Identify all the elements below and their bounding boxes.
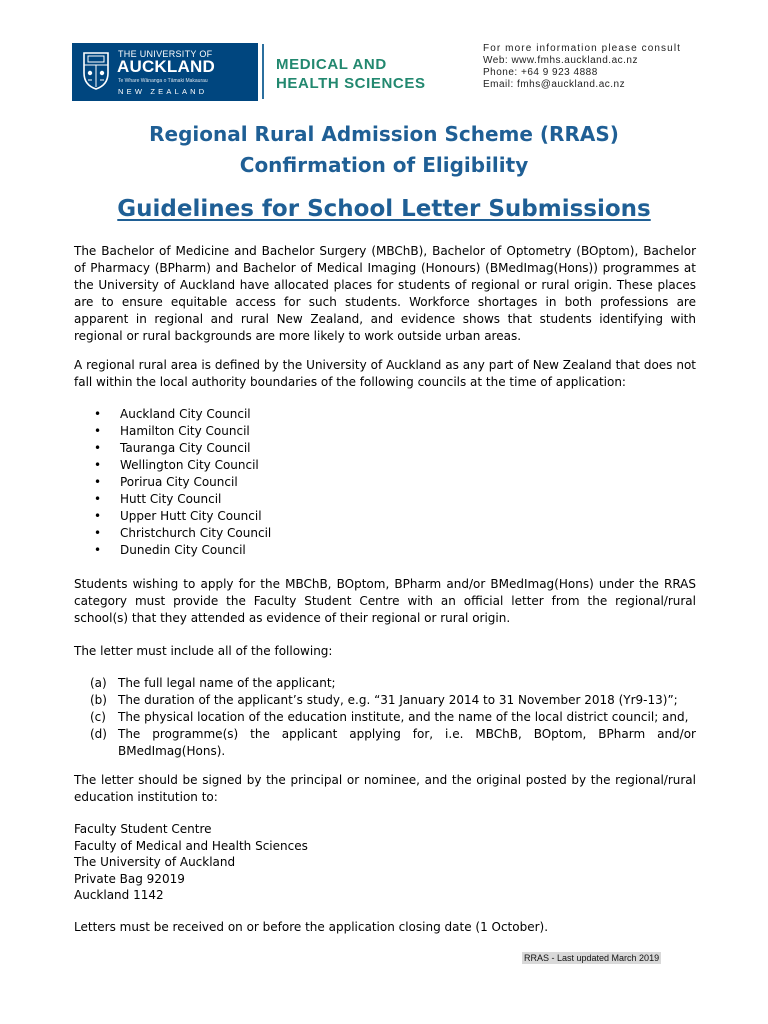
council-list [94, 406, 271, 559]
university-logo [72, 43, 258, 101]
bullet-icon: • [94, 526, 102, 540]
list-item: • Upper Hutt City Council [94, 509, 262, 523]
address-line: Faculty Student Centre [74, 822, 212, 836]
faculty-name-line1: MEDICAL AND [276, 56, 387, 73]
footer-note: RRAS - Last updated March 2019 [524, 953, 660, 963]
bullet-icon: • [94, 424, 102, 438]
list-marker: (a) [90, 676, 107, 690]
signing-paragraph: The letter should be signed by the principal or nominee, and the original posted by the regional/rural education institution to: [74, 773, 696, 804]
list-marker: (c) [90, 710, 106, 724]
bullet-icon: • [94, 475, 102, 489]
list-marker: (d) [90, 727, 107, 741]
bullet-icon: • [94, 441, 102, 455]
list-item: • Porirua City Council [94, 475, 238, 489]
contact-web[interactable]: Web: www.fmhs.auckland.ac.nz [483, 55, 638, 66]
bullet-icon: • [94, 509, 102, 523]
logo-divider [262, 44, 264, 99]
address-line: Private Bag 92019 [74, 871, 185, 886]
crest-icon [82, 51, 110, 91]
list-item: • Hutt City Council [94, 492, 222, 506]
contact-phone: Phone: +64 9 923 4888 [483, 67, 598, 78]
university-name-line2: AUCKLAND [117, 57, 215, 76]
faculty-name-line2: HEALTH SCIENCES [276, 75, 426, 92]
list-item: • Wellington City Council [94, 458, 259, 472]
list-item: • Christchurch City Council [94, 526, 272, 540]
faculty-name [276, 55, 426, 93]
list-item: (b) The duration of the applicant’s study, e.g. “31 January 2014 to 31 November 2018 (Yr9-13)”; [90, 693, 678, 707]
bullet-icon: • [94, 458, 102, 472]
address-line: Auckland 1142 [74, 888, 164, 902]
list-item: (d) The programme(s) the applicant applying for, i.e. MBChB, BOptom, BPharm and/or BMedImag(Hons). [90, 727, 696, 758]
definition-paragraph: A regional rural area is defined by the University of Auckland as any part of New Zealand that does not fall within the local authority boundaries of the following councils at the time of application: [74, 358, 696, 389]
university-name-line1: THE UNIVERSITY OF [118, 49, 213, 59]
list-item: • Dunedin City Council [94, 543, 246, 557]
application-paragraph: Students wishing to apply for the MBChB, BOptom, BPharm and/or BMedImag(Hons) under the RRAS category must provide the Faculty Student Centre with an official letter from the regional/rural school(s) that they attended as evidence of their regional or rural origin. [74, 577, 696, 625]
requirements-list [74, 675, 696, 760]
document-subtitle: Confirmation of Eligibility [239, 153, 529, 177]
contact-info [483, 43, 681, 91]
list-item: (c) The physical location of the education institute, and the name of the local district council; and, [90, 710, 689, 724]
section-heading: Guidelines for School Letter Submissions [117, 196, 651, 222]
list-item: • Tauranga City Council [94, 441, 251, 455]
postal-address [74, 821, 308, 904]
address-line: The University of Auckland [74, 855, 236, 869]
list-item: • Hamilton City Council [94, 424, 250, 438]
list-marker: (b) [90, 693, 107, 707]
contact-intro: For more information please consult [483, 43, 682, 54]
bullet-icon: • [94, 492, 102, 506]
address-line: Faculty of Medical and Health Sciences [74, 838, 308, 853]
intro-paragraph: The Bachelor of Medicine and Bachelor Surgery (MBChB), Bachelor of Optometry (BOptom), Bachelor of Pharmacy (BPharm) and Bachelor of Medical Imaging (Honours) (BMedImag(Hons)) programmes at the University of Auckland have allocated places for students of regional or rural origin. These places are to ensure equitable access for such students. Workforce shortages in both professions are apparent in regional and rural New Zealand, and evidence shows that students identifying with regional or rural backgrounds are more likely to work outside urban areas. [74, 244, 696, 343]
requirements-intro: The letter must include all of the following: [74, 644, 333, 658]
list-item: (a) The full legal name of the applicant; [90, 676, 336, 690]
deadline-paragraph: Letters must be received on or before the application closing date (1 October). [74, 920, 549, 934]
university-maori-name: Te Whare Wānanga o Tāmaki Makaurau [118, 78, 208, 84]
contact-email[interactable]: Email: fmhs@auckland.ac.nz [483, 79, 626, 90]
bullet-icon: • [94, 543, 102, 557]
list-item: • Auckland City Council [94, 407, 251, 421]
bullet-icon: • [94, 407, 102, 421]
document-title: Regional Rural Admission Scheme (RRAS) [149, 122, 619, 146]
university-country: NEW ZEALAND [118, 87, 208, 96]
